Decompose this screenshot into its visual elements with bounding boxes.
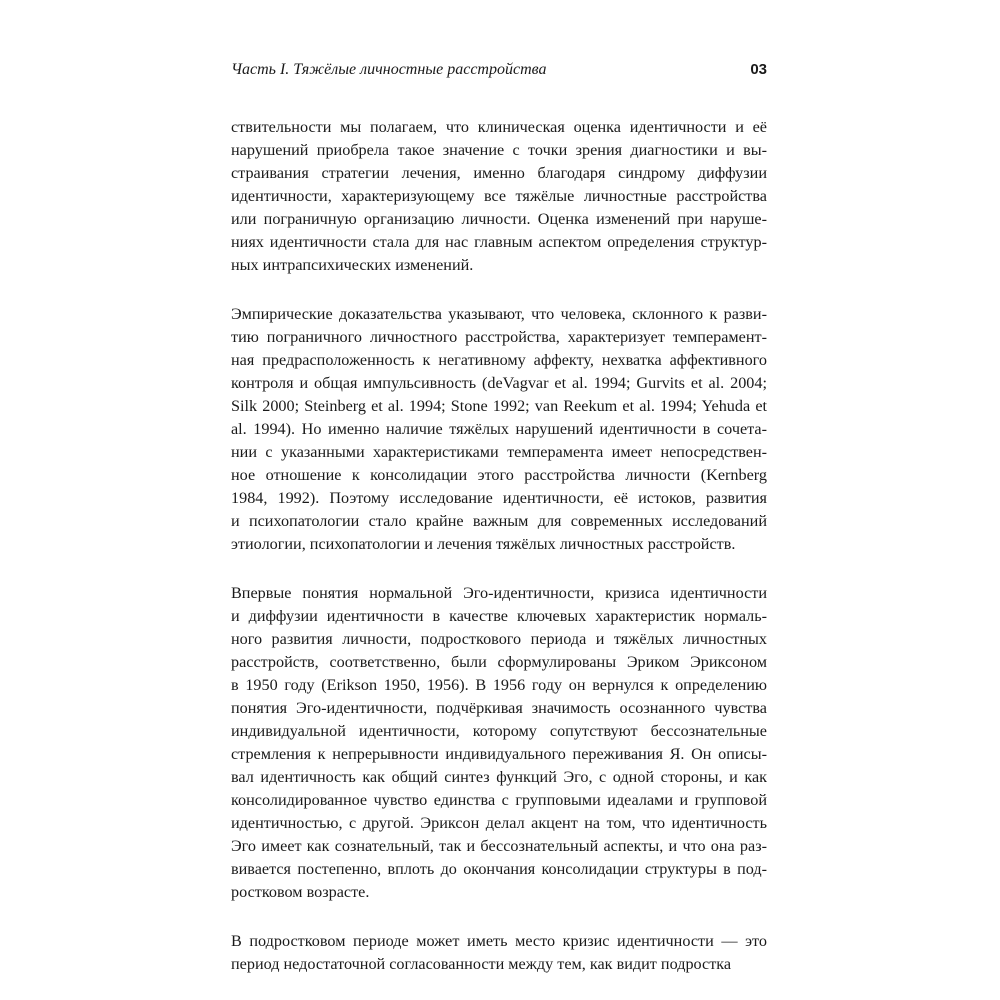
text-line: ных интрапсихических изменений.: [231, 256, 474, 274]
paragraph: [231, 930, 767, 976]
text-line: вивается постепенно, вплоть до окончания консолидации структуры в под-: [231, 860, 767, 878]
text-line: Эго имеет как сознательный, так и бессознательный аспекты, и что она раз-: [231, 837, 767, 855]
text-line: Впервые понятия нормальной Эго-идентичности, кризиса идентичности: [231, 584, 767, 602]
text-line: ная предрасположенность к негативному аффекту, нехватка аффективного: [231, 351, 767, 369]
text-line: идентичностью, с другой. Эриксон делал акцент на том, что идентичность: [231, 814, 767, 832]
text-line: тию пограничного личностного расстройства, характеризует темперамент-: [231, 328, 767, 346]
text-line: 1984, 1992). Поэтому исследование идентичности, её истоков, развития: [231, 489, 767, 507]
text-line: понятия Эго-идентичности, подчёркивая значимость осознанного чувства: [231, 699, 767, 717]
text-line: ного развития личности, подросткового периода и тяжёлых личностных: [231, 630, 767, 648]
text-line: и диффузии идентичности в качестве ключевых характеристик нормаль-: [231, 607, 767, 625]
body-text: [231, 116, 767, 1000]
text-line: ниях идентичности стала для нас главным аспектом определения структур-: [231, 233, 767, 251]
text-line: консолидированное чувство единства с групповыми идеалами и групповой: [231, 791, 767, 809]
text-line: страивания стратегии лечения, именно благодаря синдрому диффузии: [231, 164, 767, 182]
text-line: В подростковом периоде может иметь место кризис идентичности — это: [231, 932, 767, 950]
text-line: стремления к непрерывности индивидуального переживания Я. Он описы-: [231, 745, 767, 763]
text-line: или пограничную организацию личности. Оценка изменений при наруше-: [231, 210, 767, 228]
text-line: нарушений приобрела такое значение с точки зрения диагностики и вы-: [231, 141, 767, 159]
text-line: Silk 2000; Steinberg et al. 1994; Stone 1992; van Reekum et al. 1994; Yehuda et: [231, 397, 767, 415]
text-line: расстройств, соответственно, были сформулированы Эриком Эриксоном: [231, 653, 767, 671]
running-title: Часть I. Тяжёлые личностные расстройства: [231, 61, 547, 78]
paragraph: [231, 116, 767, 277]
text-line: и психопатологии стало крайне важным для современных исследований: [231, 512, 767, 530]
text-line: ствительности мы полагаем, что клиническая оценка идентичности и её: [231, 118, 767, 136]
text-line: Эмпирические доказательства указывают, что человека, склонного к разви-: [231, 305, 767, 323]
text-line: период недостаточной согласованности между тем, как видит подростка: [231, 955, 732, 973]
text-line: ное отношение к консолидации этого расстройства личности (Kernberg: [231, 466, 767, 484]
text-line: этиологии, психопатологии и лечения тяжёлых личностных расстройств.: [231, 535, 736, 553]
text-line: индивидуальной идентичности, которому сопутствуют бессознательные: [231, 722, 767, 740]
text-line: нии с указанными характеристиками темперамента имеет непосредствен-: [231, 443, 767, 461]
running-head: [231, 60, 767, 80]
text-line: в 1950 году (Erikson 1950, 1956). В 1956 году он вернулся к определению: [231, 676, 767, 694]
text-line: контроля и общая импульсивность (deVagvar et al. 1994; Gurvits et al. 2004;: [231, 374, 767, 392]
text-line: al. 1994). Но именно наличие тяжёлых нарушений идентичности в сочета-: [231, 420, 767, 438]
text-line: ростковом возрасте.: [231, 883, 370, 901]
paragraph: [231, 582, 767, 904]
page-number: 03: [750, 61, 767, 78]
paragraph: [231, 303, 767, 556]
text-line: идентичности, характеризующему все тяжёлые личностные расстройства: [231, 187, 767, 205]
text-line: вал идентичность как общий синтез функций Эго, с одной стороны, и как: [231, 768, 767, 786]
